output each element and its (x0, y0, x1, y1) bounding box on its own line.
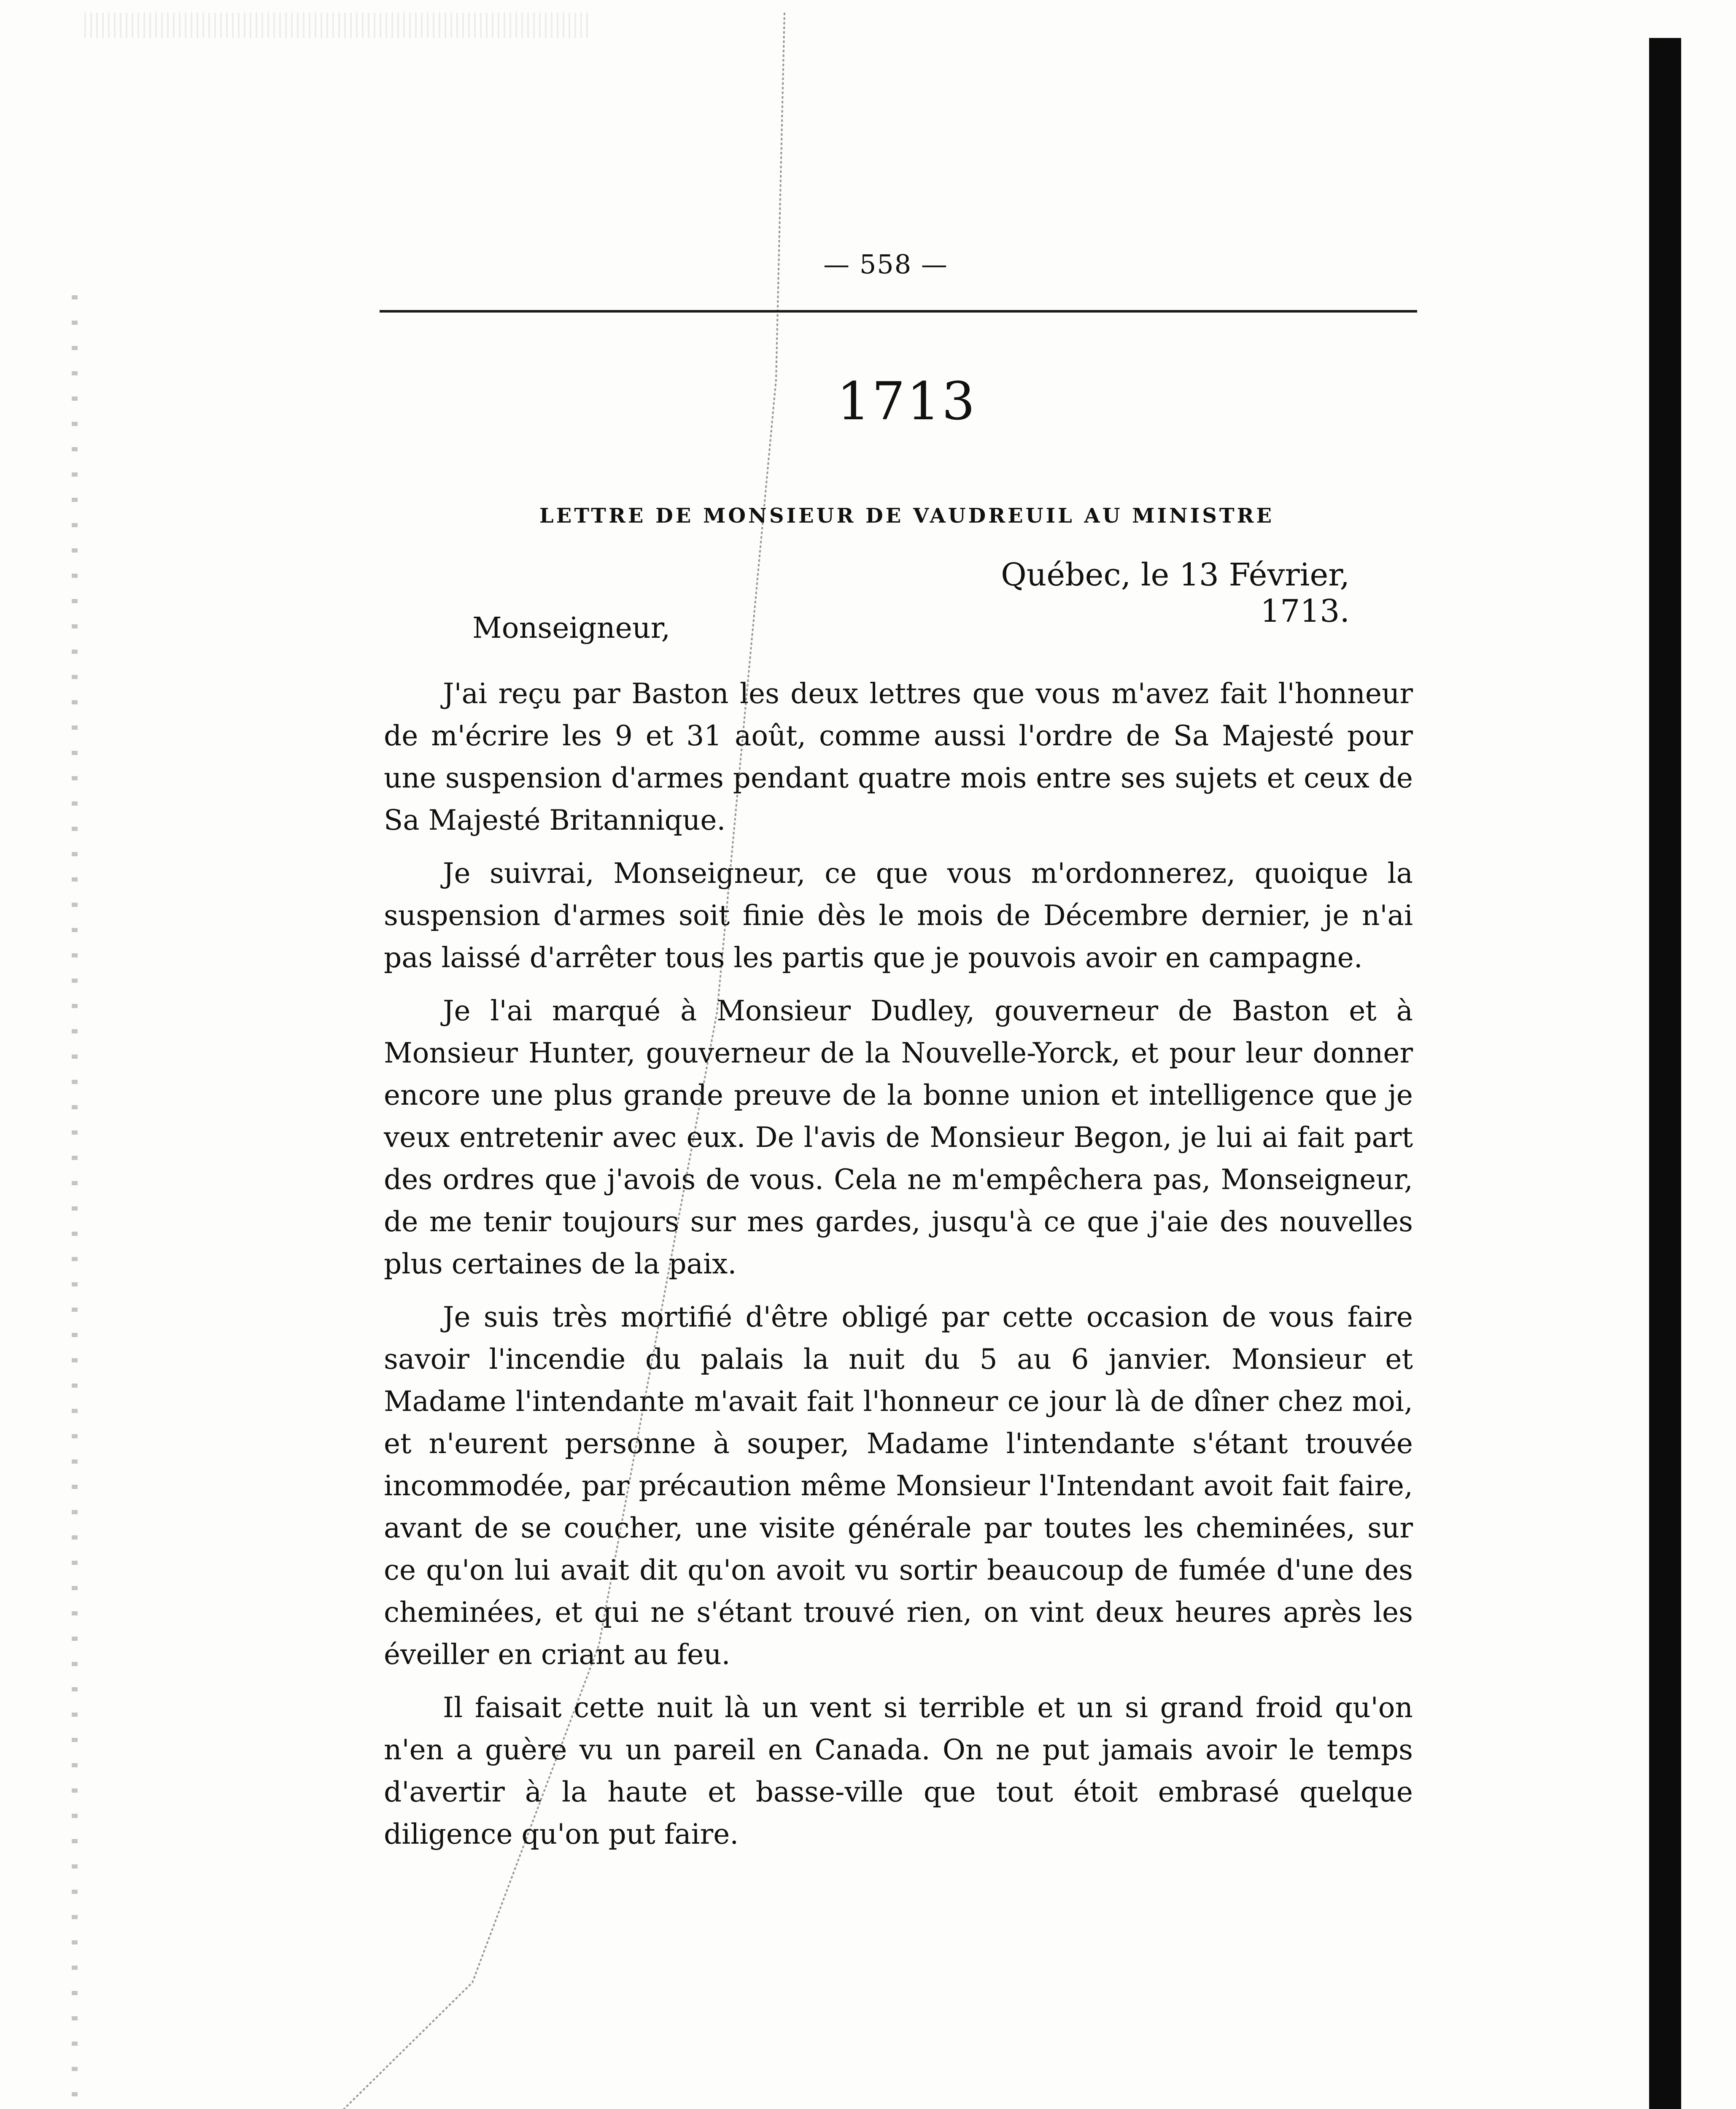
scan-noise (84, 13, 590, 38)
letter-title: LETTRE DE MONSIEUR DE VAUDREUIL AU MINISTRE (539, 504, 1275, 528)
scan-margin-dots (72, 295, 78, 2109)
dateline: Québec, le 13 Février, 1713. (1001, 557, 1350, 629)
salutation: Monseigneur, (472, 612, 671, 645)
paragraph: Je l'ai marqué à Monsieur Dudley, gouverneur de Baston et à Monsieur Hunter, gouverneur de la Nouvelle-Yorck, et pour leur donner encore une plus grande preuve de la bonne union et intelligence que je veux entretenir avec eux. De l'avis de Monsieur Begon, je lui ai fait part des ordres que j'avois de vous. Cela ne m'empêchera pas, Monseigneur, de me tenir toujours sur mes gardes, jusqu'à ce que j'aie des nouvelles plus certaines de la paix. (384, 995, 1413, 1280)
paragraph: Je suivrai, Monseigneur, ce que vous m'ordonnerez, quoique la suspension d'armes soit finie dès le mois de Décembre dernier, je n'ai pas laissé d'arrêter tous les partis que je pouvois avoir en campagne. (384, 857, 1413, 974)
letter-body (384, 673, 1413, 1866)
year-heading: 1713 (837, 371, 977, 432)
paragraph: Il faisait cette nuit là un vent si terrible et un si grand froid qu'on n'en a guère vu un pareil en Canada. On ne put jamais avoir le temps d'avertir à la haute et basse-ville que tout étoit embrasé quelque diligence qu'on put faire. (384, 1691, 1413, 1850)
header-rule (380, 310, 1417, 313)
page-number: — 558 — (823, 249, 948, 280)
paragraph: Je suis très mortifié d'être obligé par cette occasion de vous faire savoir l'incendie du palais la nuit du 5 au 6 janvier. Monsieur et Madame l'intendante m'avait fait l'honneur ce jour là de dîner chez moi, et n'eurent personne à souper, Madame l'intendante s'étant trouvée incommodée, par précaution même Monsieur l'Intendant avoit fait faire, avant de se coucher, une visite générale par toutes les cheminées, sur ce qu'on lui avait dit qu'on avoit vu sortir beaucoup de fumée d'une des cheminées, et qui ne s'étant trouvé rien, on vint deux heures après les éveiller en criant au feu. (384, 1301, 1413, 1671)
paragraph: J'ai reçu par Baston les deux lettres que vous m'avez fait l'honneur de m'écrire les 9 et 31 août, comme aussi l'ordre de Sa Majesté pour une suspension d'armes pendant quatre mois entre ses sujets et ceux de Sa Majesté Britannique. (384, 677, 1413, 836)
scan-edge-bar (1649, 38, 1681, 2109)
